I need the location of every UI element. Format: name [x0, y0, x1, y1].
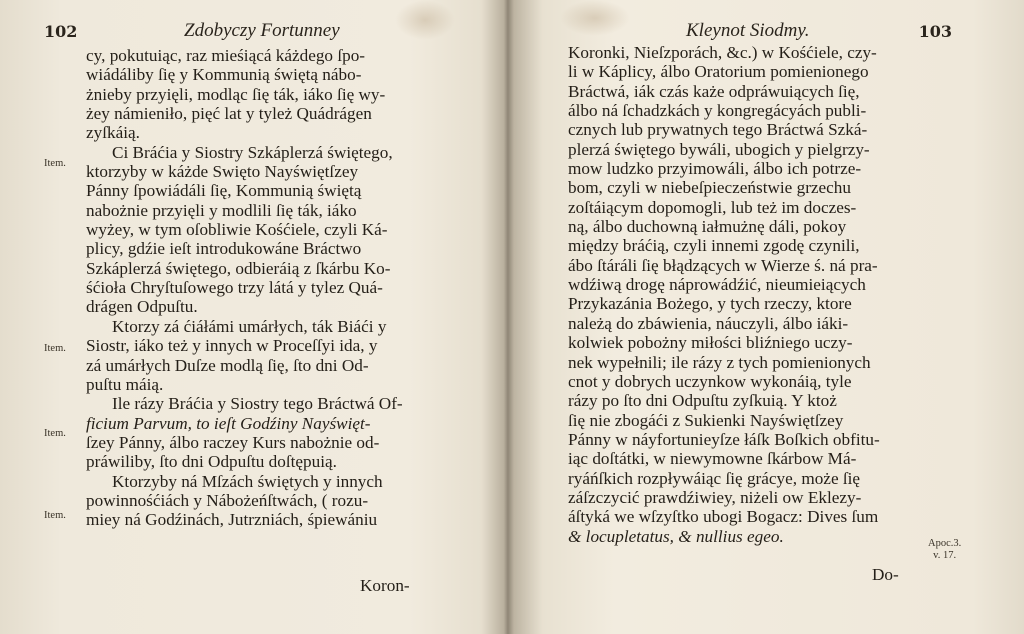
- margin-note-item: Item.: [44, 158, 66, 169]
- running-head: Zdobyczy Fortunney: [184, 20, 340, 41]
- text-line: zyſkáią.: [86, 123, 140, 143]
- text-line: li w Káplicy, álbo Oratorium pomienionego: [568, 62, 869, 82]
- text-line: zoſtáiącym dopomogli, lub też im doczes-: [568, 197, 857, 217]
- text-line: Ile rázy Bráćia y Siostry tego Bráctwá Of-: [112, 394, 403, 414]
- text-line: ábo ſtáráli ſię błądzących w Wierze ś. ná pra-: [568, 255, 878, 275]
- text-line: powinnośćiách y Nábożeńſtwách, ( rozu-: [86, 490, 369, 510]
- text-line: Pánny w náyfortunieyſze łáſk Boſkich obfitu-: [568, 429, 880, 449]
- text-line: álbo ná ſchadzkách y kongregácyách publi-: [568, 101, 867, 121]
- text-line: rázy po ſto dni Odpuſtu zyſkuią. Y ktoż: [568, 391, 837, 411]
- running-head: Kleynot Siodmy.: [686, 20, 810, 41]
- text-line: wyżey, w tym oſobliwie Kośćiele, czyli Ká-: [86, 220, 388, 240]
- text-line: miey ná Godźinách, Jutrzniách, śpiewániu: [86, 510, 378, 530]
- page-number: 103: [918, 22, 952, 41]
- text-line: między bráćią, czyli innemi zgodę czynili,: [568, 236, 860, 256]
- text-line: drágen Odpuſtu.: [86, 297, 198, 317]
- text-line: cznych lub prywatnych tego Bráctwá Szká-: [568, 120, 868, 140]
- text-line: Przykazánia Bożego, y tych rzeczy, ktore: [568, 294, 852, 314]
- text-line: puſtu máią.: [86, 374, 164, 394]
- text-line: wdźiwą drogę náprowádźić, nieumieiących: [568, 275, 866, 295]
- page-number: 102: [44, 22, 78, 41]
- text-line: ryáńſkich rozpływáiąc ſię grácye, może ſię: [568, 468, 861, 488]
- text-line: Siostr, iáko też y innych w Proceſſyi ida, y: [86, 336, 378, 356]
- text-line: zá umárłych Duſze modlą ſię, ſto dni Od-: [86, 355, 369, 375]
- text-line: Ktorzyby ná Mſzách świętych y innych: [112, 471, 383, 491]
- text-line: nabożnie przyięli y modlili ſię ták, iáko: [86, 200, 357, 220]
- text-line: kolwiek pobożny miłości bliźniego uczy-: [568, 333, 853, 353]
- text-line: śćioła Chryſtuſowego trzy látá y tylez Quá-: [86, 278, 383, 298]
- text-line: bom, czyli w niebeſpieczeństwie grzechu: [568, 178, 851, 198]
- margin-note-reference: [928, 538, 961, 562]
- margin-note-line: Apoc.3.: [928, 538, 962, 549]
- catchword: Koron-: [360, 576, 410, 595]
- text-line: Ktorzy zá ćiáłámi umárłych, ták Biáći y: [112, 316, 387, 336]
- text-line: ſzey Pánny, álbo raczey Kurs nabożnie od-: [86, 432, 380, 452]
- margin-note-item: Item.: [44, 428, 66, 439]
- text-line: áſtyká we wſzyſtko ubogi Bogacz: Dives ſum: [568, 507, 879, 527]
- text-line: żnieby przyięli, modląc ſię ták, iáko ſię wy-: [86, 84, 386, 104]
- text-line: plicy, gdźie ieſt introdukowáne Bráctwo: [86, 239, 362, 259]
- text-line: Ci Bráćia y Siostry Szkáplerzá świętego,: [112, 142, 393, 162]
- text-line: ktorzyby w káżde Swięto Nayświętſzey: [86, 162, 359, 182]
- margin-note-item: Item.: [44, 510, 66, 521]
- text-line: Szkáplerzá świętego, odbieráią z ſkárbu Ko-: [86, 258, 391, 278]
- text-line: ną, álbo duchowną iałmużnę dáli, pokoy: [568, 217, 847, 237]
- text-line: nek wypełnili; ile rázy z tych pomienionych: [568, 352, 871, 372]
- text-line: iąc doſtátki, w niewymowne ſkárbow Má-: [568, 449, 857, 469]
- text-line: & locupletatus, & nullius egeo.: [568, 526, 784, 546]
- margin-note-line: v. 17.: [933, 550, 957, 561]
- text-line: ficium Parvum, to ieſt Godźiny Nayświęt-: [86, 413, 371, 433]
- text-line: práwiliby, ſto dni Odpuſtu doſtępuią.: [86, 452, 337, 472]
- margin-note-item: Item.: [44, 343, 66, 354]
- text-line: mow ludzko przyimowáli, álbo ich potrze-: [568, 159, 862, 179]
- text-line: záſzczycić prawdźiwiey, niżeli ow Eklezy-: [568, 487, 862, 507]
- text-line: ſię nie zbogáći z Sukienki Nayświętſzey: [568, 410, 844, 430]
- catchword: Do-: [872, 565, 899, 584]
- text-line: cnot y dobrych uczynkow wykonáią, tyle: [568, 371, 852, 391]
- text-line: żey námieniło, pięć lat y tyleż Quádrágen: [86, 104, 372, 124]
- left-page-text: [86, 46, 438, 530]
- text-line: plerzá świętego bywáli, ubogich y pielgrzy-: [568, 139, 870, 159]
- right-page-text: [568, 43, 924, 546]
- text-line: Bráctwá, iák czás każe odpráwuiących ſię,: [568, 81, 860, 101]
- text-line: Koronki, Nieſzporách, &c.) w Kośćiele, czy-: [568, 43, 877, 62]
- text-line: wiádáliby ſię y Kommunią świętą nábo-: [86, 65, 362, 85]
- text-line: Pánny ſpowiádáli ſię, Kommunią świętą: [86, 181, 362, 201]
- text-line: należą do zbáwienia, náuczyli, álbo iáki-: [568, 313, 849, 333]
- text-line: cy, pokutuiąc, raz mieśiącá káżdego ſpo-: [86, 46, 366, 65]
- left-page: [0, 0, 500, 634]
